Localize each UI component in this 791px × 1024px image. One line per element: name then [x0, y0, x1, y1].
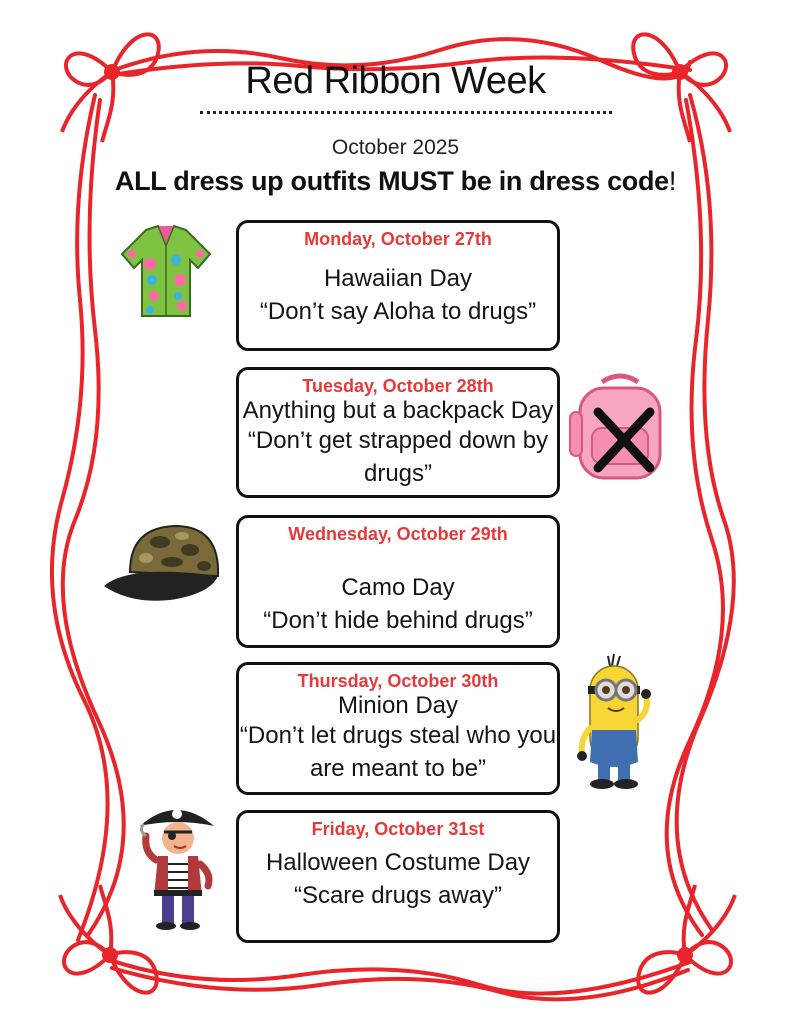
day-theme: Minion Day [337, 692, 459, 719]
day-slogan: “Don’t get strapped down by drugs” [247, 427, 549, 487]
day-theme: Camo Day [341, 574, 455, 601]
day-theme: Halloween Costume Day [265, 849, 531, 876]
page-title: Red Ribbon Week [245, 60, 546, 102]
dress-code-rule [0, 166, 791, 197]
day-theme: Anything but a backpack Day [242, 397, 554, 424]
day-date: Monday, October 27th [304, 229, 492, 249]
pirate-icon [134, 800, 218, 932]
day-slogan: “Don’t let drugs steal who you are meant to be” [239, 722, 557, 782]
day-slogan: “Don’t say Aloha to drugs” [259, 298, 537, 325]
day-slogan: “Don’t hide behind drugs” [263, 607, 533, 634]
dotted-divider [200, 111, 612, 114]
dress-code-rule-exclamation: ! [668, 166, 677, 196]
day-date: Friday, October 31st [311, 819, 485, 839]
day-slogan: “Scare drugs away” [293, 882, 503, 909]
day-card-monday [236, 220, 560, 351]
dress-code-rule-text: ALL dress up outfits MUST be in dress code [114, 166, 669, 196]
hawaiian-shirt-icon [118, 224, 214, 322]
day-date: Tuesday, October 28th [302, 376, 494, 396]
day-card-thursday [236, 662, 560, 795]
minion-icon [574, 650, 654, 792]
camo-cap-icon [100, 520, 226, 604]
day-card-wednesday [236, 515, 560, 648]
day-card-tuesday [236, 367, 560, 498]
day-theme: Hawaiian Day [323, 265, 473, 292]
day-card-friday [236, 810, 560, 943]
day-date: Wednesday, October 29th [288, 524, 508, 544]
day-date: Thursday, October 30th [297, 671, 499, 691]
crossed-out-backpack-icon [566, 372, 674, 482]
month-label: October 2025 [331, 136, 460, 159]
